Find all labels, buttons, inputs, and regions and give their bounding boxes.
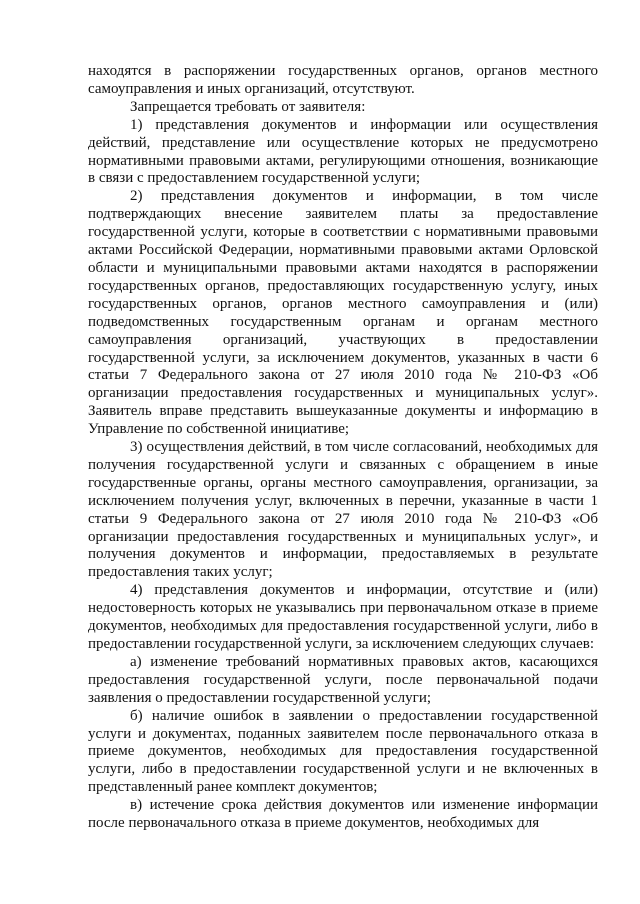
paragraph-subitem-b: б) наличие ошибок в заявлении о предоставлении государственной услуги и документах, поданных заявителем после первоначального отказа в приеме документов, необходимых для предоставления государственной услуги, либо в предоставлении государственной услуги и не включенных в представленный ранее комплект документов; — [88, 707, 598, 796]
paragraph-continuation: находятся в распоряжении государственных органов, органов местного самоуправления и иных организаций, отсутствуют. — [88, 63, 598, 97]
paragraph-subitem-a: а) изменение требований нормативных правовых актов, касающихся предоставления государственной услуги, после первоначальной подачи заявления о предоставлении государственной услуги; — [88, 653, 598, 706]
paragraph-item-2: 2) представления документов и информации, в том числе подтверждающих внесение заявителем платы за предоставление государственной услуги, которые в соответствии с нормативными правовыми актами Российской Федерации, нормативными правовыми актами Орловской области и муниципальными правовыми актами находятся в распоряжении государственных органов, предоставляющих государственную услугу, иных государственных органов, органов местного самоуправления и (или) подведомственных государственным органам и органам местного самоуправления организаций, участвующих в предоставлении государственной услуги, за исключением документов, указанных в части 6 статьи 7 Федерального закона от 27 июля 2010 года № 210-ФЗ «Об организации предоставления государственных и муниципальных услуг». Заявитель вправе представить вышеуказанные документы и информацию в Управление по собственной инициативе; — [88, 188, 598, 438]
paragraph-subitem-v: в) истечение срока действия документов или изменение информации после первоначального отказа в приеме документов, необходимых для — [88, 797, 598, 832]
paragraph-item-4: 4) представления документов и информации, отсутствие и (или) недостоверность которых не указывались при первоначальном отказе в приеме документов, необходимых для предоставления государственной услуги, либо в предоставлении государственной услуги, за исключением следующих случаев: — [88, 582, 598, 652]
paragraph-prohibitions-intro: Запрещается требовать от заявителя: — [130, 98, 366, 115]
paragraph-item-3: 3) осуществления действий, в том числе согласований, необходимых для получения государственной услуги и связанных с обращением в иные государственные органы, органы местного самоуправления, организации, за исключением получения услуг, включенных в перечни, указанные в части 1 статьи 9 Федерального закона от 27 июля 2010 года № 210-ФЗ «Об организации предоставления государственных и муниципальных услуг», и получения документов и информации, предоставляемых в результате предоставления таких услуг; — [88, 439, 598, 581]
paragraph-item-1: 1) представления документов и информации или осуществления действий, представление или осуществление которых не предусмотрено нормативными правовыми актами, регулирующими отношения, возникающие в связи с предоставлением государственной услуги; — [88, 116, 598, 187]
document-page — [88, 63, 598, 833]
